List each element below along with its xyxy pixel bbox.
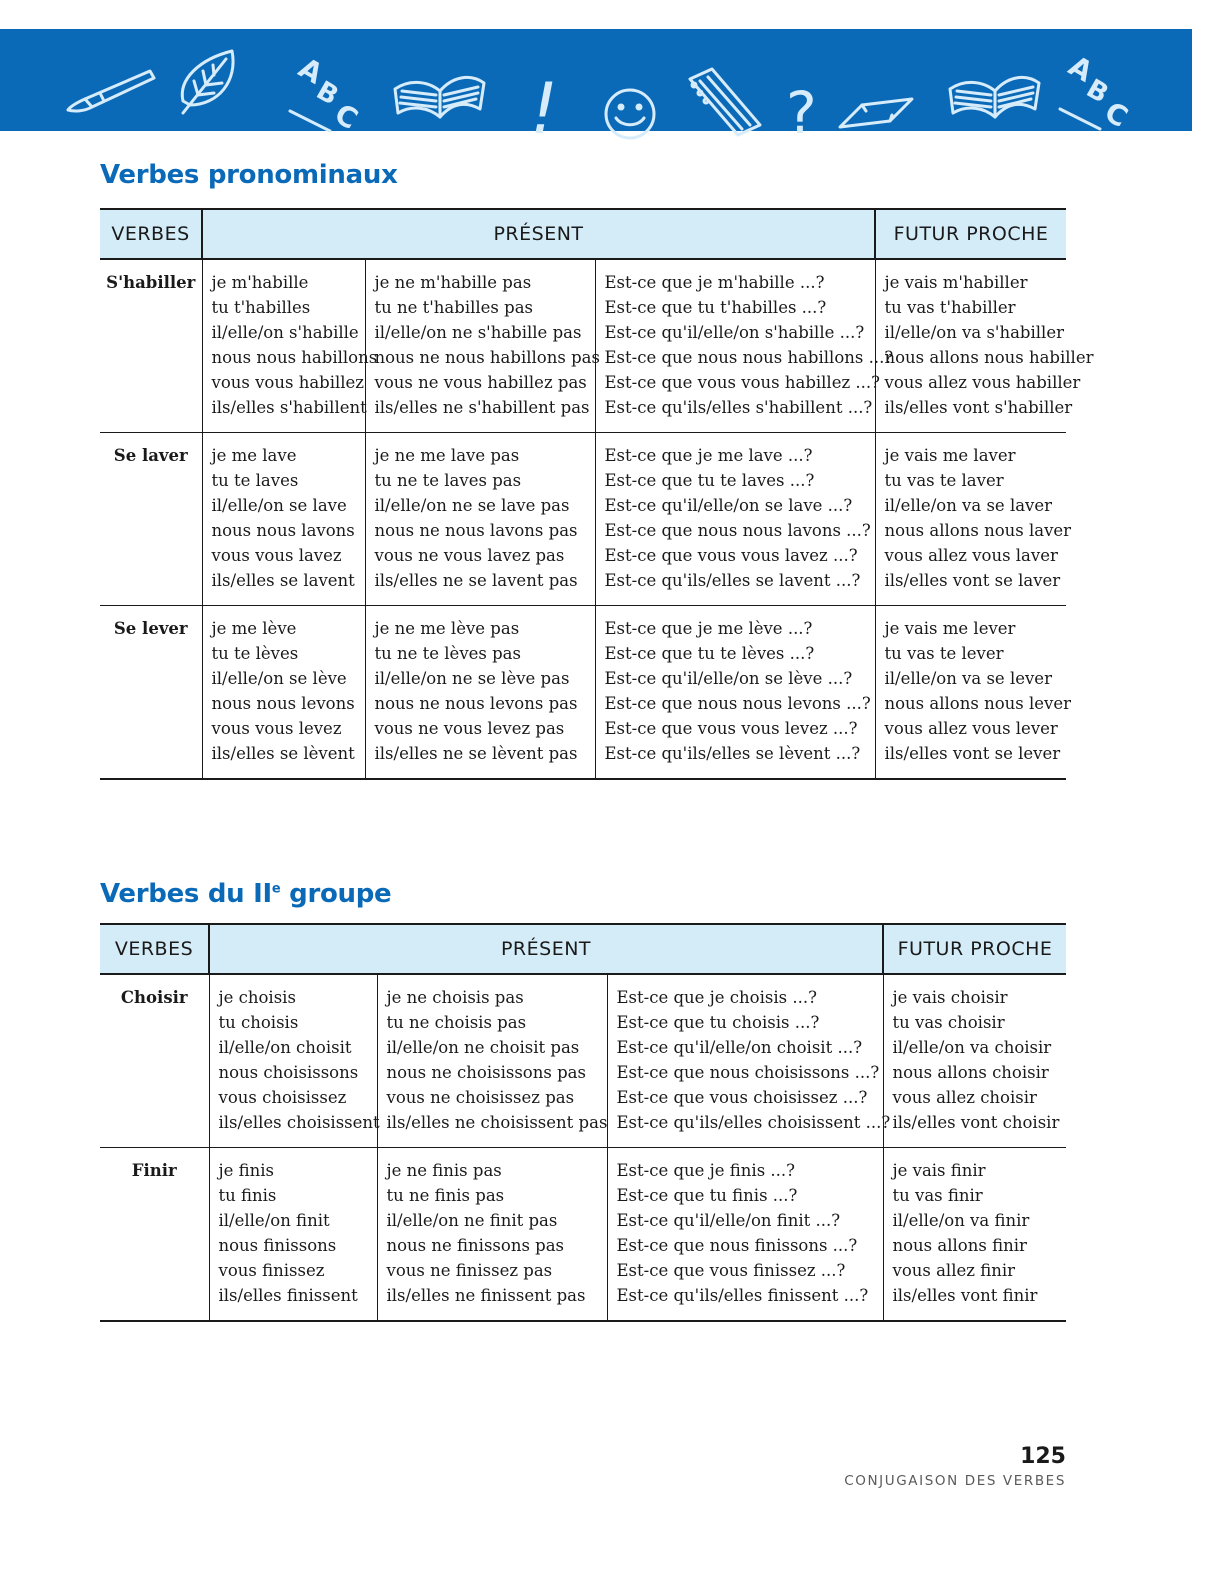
affirmative-cell	[202, 606, 365, 780]
conjugation-line: ils/elles se lavent	[211, 571, 355, 590]
conjugation-line: Est-ce que vous vous lavez ...?	[604, 546, 858, 565]
conjugation-line: nous ne nous levons pas	[374, 694, 578, 713]
conjugation-line: Est-ce que nous choisissons ...?	[616, 1063, 880, 1082]
conjugation-line: ils/elles vont choisir	[892, 1113, 1060, 1132]
conjugation-line: il/elle/on va finir	[892, 1211, 1030, 1230]
futur-cell	[883, 1148, 1066, 1322]
section-title-pronominaux: Verbes pronominaux	[100, 160, 398, 190]
conjugation-line: il/elle/on ne se lève pas	[374, 669, 570, 688]
header-banner	[0, 29, 1192, 150]
conjugation-line: Est-ce qu'il/elle/on finit ...?	[616, 1211, 841, 1230]
table-row	[100, 974, 1066, 1148]
conjugation-line: Est-ce qu'il/elle/on s'habille ...?	[604, 323, 865, 342]
conjugation-line: tu vas choisir	[892, 1013, 1005, 1032]
conjugation-line: il/elle/on va se laver	[884, 496, 1053, 515]
conjugation-line: vous ne vous habillez pas	[374, 373, 587, 392]
header-present: PRÉSENT	[202, 209, 875, 259]
conjugation-line: il/elle/on s'habille	[211, 323, 359, 342]
futur-cell	[875, 259, 1094, 433]
conjugation-line: ils/elles s'habillent	[211, 398, 367, 417]
header-present: PRÉSENT	[209, 924, 883, 974]
conjugation-line: je ne finis pas	[386, 1161, 502, 1180]
conjugation-line: Est-ce que tu finis ...?	[616, 1186, 798, 1205]
conjugation-line: tu t'habilles	[211, 298, 311, 317]
conjugation-line: tu ne te laves pas	[374, 471, 522, 490]
verb-name-cell: Se lever	[100, 606, 202, 780]
conjugation-line: vous ne finissez pas	[386, 1261, 553, 1280]
abc-icon	[293, 51, 363, 136]
conjugation-line: tu choisis	[218, 1013, 299, 1032]
conjugation-line: il/elle/on va s'habiller	[884, 323, 1064, 342]
conjugation-line: vous vous levez	[211, 719, 342, 738]
conjugation-line: Est-ce que tu te laves ...?	[604, 471, 815, 490]
interrogative-cell	[595, 259, 894, 433]
leaf-icon	[182, 51, 233, 113]
conjugation-line: nous ne nous lavons pas	[374, 521, 578, 540]
exclamation-mark: !	[530, 68, 559, 150]
conjugation-line: Est-ce que nous nous habillons ...?	[604, 348, 894, 367]
conjugation-line: nous allons nous lever	[884, 694, 1071, 713]
conjugation-line: Est-ce que vous finissez ...?	[616, 1261, 846, 1280]
conjugation-line: vous choisissez	[218, 1088, 347, 1107]
section-title-end: groupe	[280, 879, 392, 909]
abc-letter-b: B	[311, 75, 344, 112]
conjugation-line: nous ne finissons pas	[386, 1236, 565, 1255]
conjugation-line: Est-ce que je m'habille ...?	[604, 273, 825, 292]
negative-cell	[365, 606, 595, 780]
abc-letter-a: A	[293, 51, 329, 91]
chapter-footer: CONJUGAISON DES VERBES	[844, 1473, 1066, 1489]
table-row	[100, 606, 1066, 780]
conjugation-line: je finis	[218, 1161, 275, 1180]
conjugation-line: vous ne vous lavez pas	[374, 546, 565, 565]
conjugation-line: tu finis	[218, 1186, 277, 1205]
interrogative-cell	[607, 1148, 883, 1322]
verb-name-cell: Se laver	[100, 433, 202, 606]
conjugation-line: il/elle/on ne choisit pas	[386, 1038, 580, 1057]
negative-cell	[365, 259, 600, 433]
conjugation-line: ils/elles vont finir	[892, 1286, 1038, 1305]
conjugation-line: Est-ce qu'ils/elles s'habillent ...?	[604, 398, 873, 417]
conjugation-line: je choisis	[218, 988, 296, 1007]
conjugation-line: ils/elles ne se lavent pas	[374, 571, 578, 590]
conjugation-line: tu te lèves	[211, 644, 299, 663]
conjugation-line: nous nous lavons	[211, 521, 355, 540]
conjugation-line: tu ne t'habilles pas	[374, 298, 534, 317]
conjugation-line: tu te laves	[211, 471, 299, 490]
conjugation-line: tu ne finis pas	[386, 1186, 505, 1205]
conjugation-line: nous ne choisissons pas	[386, 1063, 586, 1082]
conjugation-line: Est-ce que nous nous lavons ...?	[604, 521, 871, 540]
open-book-icon	[395, 77, 484, 117]
futur-cell	[875, 433, 1072, 606]
paintbrush-icon	[68, 71, 154, 111]
conjugation-line: tu vas finir	[892, 1186, 983, 1205]
conjugation-line: je ne me lave pas	[374, 446, 520, 465]
abc-letter-b: B	[1081, 73, 1114, 110]
negative-cell	[377, 974, 607, 1148]
conjugation-line: je vais me laver	[884, 446, 1016, 465]
negative-cell	[365, 433, 595, 606]
abc-letter-c: C	[1099, 95, 1134, 135]
conjugation-line: Est-ce que vous vous habillez ...?	[604, 373, 880, 392]
verb-name-cell: Choisir	[120, 988, 188, 1007]
table-row	[100, 433, 1066, 606]
conjugation-line: nous allons finir	[892, 1236, 1027, 1255]
conjugation-line: vous ne choisissez pas	[386, 1088, 575, 1107]
interrogative-cell	[595, 433, 875, 606]
verb-name-cell: S'habiller	[106, 273, 196, 292]
conjugation-line: je vais m'habiller	[884, 273, 1028, 292]
conjugation-line: il/elle/on se lave	[211, 496, 347, 515]
conjugation-line: nous allons choisir	[892, 1063, 1049, 1082]
question-mark: ?	[786, 79, 817, 147]
header-futur-proche: FUTUR PROCHE	[875, 209, 1066, 259]
header-verbes: VERBES	[100, 209, 202, 259]
conjugation-line: tu vas te laver	[884, 471, 1004, 490]
conjugation-line: Est-ce que je me lève ...?	[604, 619, 813, 638]
conjugation-line: ils/elles ne s'habillent pas	[374, 398, 590, 417]
abc-letter-a: A	[1063, 49, 1099, 89]
conjugation-line: il/elle/on va se lever	[884, 669, 1052, 688]
page-number: 125	[1020, 1444, 1066, 1469]
conjugation-line: ils/elles se lèvent	[211, 744, 355, 763]
conjugation-line: je ne me lève pas	[374, 619, 520, 638]
header-verbes: VERBES	[100, 924, 209, 974]
abc-underline	[290, 111, 330, 131]
negative-cell	[377, 1148, 607, 1322]
conjugation-line: Est-ce que je choisis ...?	[616, 988, 817, 1007]
conjugation-line: je ne choisis pas	[386, 988, 524, 1007]
open-book-icon	[950, 77, 1039, 117]
conjugation-line: Est-ce que je finis ...?	[616, 1161, 795, 1180]
conjugation-line: vous allez vous lever	[884, 719, 1058, 738]
affirmative-cell	[209, 1148, 377, 1322]
conjugation-table-pronominaux	[100, 208, 1094, 780]
conjugation-line: tu ne choisis pas	[386, 1013, 527, 1032]
conjugation-line: Est-ce qu'ils/elles finissent ...?	[616, 1286, 869, 1305]
section-title-superscript: e	[271, 881, 281, 897]
conjugation-line: tu vas t'habiller	[884, 298, 1016, 317]
conjugation-line: Est-ce qu'ils/elles se lèvent ...?	[604, 744, 861, 763]
conjugation-line: il/elle/on finit	[218, 1211, 330, 1230]
exclamation-icon	[530, 68, 558, 150]
conjugation-line: ils/elles finissent	[218, 1286, 358, 1305]
conjugation-line: nous ne nous habillons pas	[374, 348, 600, 367]
conjugation-line: tu vas te lever	[884, 644, 1004, 663]
conjugation-line: vous allez choisir	[892, 1088, 1037, 1107]
futur-cell	[875, 606, 1071, 780]
interrogative-cell	[607, 974, 891, 1148]
table-row	[100, 259, 1066, 433]
conjugation-line: vous allez vous laver	[884, 546, 1058, 565]
conjugation-line: tu ne te lèves pas	[374, 644, 521, 663]
conjugation-line: ils/elles ne choisissent pas	[386, 1113, 608, 1132]
conjugation-line: vous finissez	[218, 1261, 325, 1280]
conjugation-line: Est-ce que tu t'habilles ...?	[604, 298, 827, 317]
conjugation-line: il/elle/on choisit	[218, 1038, 352, 1057]
question-mark-icon	[786, 79, 817, 147]
affirmative-cell	[202, 433, 365, 606]
conjugation-line: il/elle/on ne se lave pas	[374, 496, 570, 515]
conjugation-line: il/elle/on se lève	[211, 669, 347, 688]
conjugation-line: je vais me lever	[884, 619, 1016, 638]
abc-icon	[1063, 49, 1133, 134]
header-futur-proche: FUTUR PROCHE	[883, 924, 1066, 974]
conjugation-line: ils/elles vont se lever	[884, 744, 1061, 763]
conjugation-line: nous choisissons	[218, 1063, 359, 1082]
conjugation-line: vous vous habillez	[211, 373, 365, 392]
conjugation-line: Est-ce que nous finissons ...?	[616, 1236, 858, 1255]
interrogative-cell	[595, 606, 875, 780]
conjugation-line: ils/elles ne finissent pas	[386, 1286, 586, 1305]
conjugation-line: ils/elles vont s'habiller	[884, 398, 1073, 417]
conjugation-line: Est-ce qu'ils/elles choisissent ...?	[616, 1113, 891, 1132]
abc-underline	[1060, 109, 1100, 129]
conjugation-line: ils/elles choisissent	[218, 1113, 380, 1132]
conjugation-line: ils/elles vont se laver	[884, 571, 1061, 590]
conjugation-line: Est-ce qu'il/elle/on choisit ...?	[616, 1038, 863, 1057]
affirmative-cell	[202, 259, 378, 433]
conjugation-line: il/elle/on ne s'habille pas	[374, 323, 582, 342]
conjugation-line: ils/elles ne se lèvent pas	[374, 744, 578, 763]
conjugation-line: Est-ce qu'il/elle/on se lève ...?	[604, 669, 853, 688]
conjugation-line: il/elle/on va choisir	[892, 1038, 1052, 1057]
conjugation-line: il/elle/on ne finit pas	[386, 1211, 558, 1230]
section-title-main: Verbes du II	[100, 879, 272, 909]
notepad-icon	[690, 69, 760, 135]
conjugation-line: Est-ce que vous choisissez ...?	[616, 1088, 868, 1107]
section-title-deuxieme-groupe	[100, 879, 391, 909]
conjugation-line: Est-ce que tu te lèves ...?	[604, 644, 815, 663]
futur-cell	[883, 974, 1066, 1148]
conjugation-line: je vais choisir	[892, 988, 1008, 1007]
conjugation-line: nous finissons	[218, 1236, 337, 1255]
table-header-row	[100, 209, 1066, 259]
conjugation-line: je ne m'habille pas	[374, 273, 532, 292]
conjugation-line: Est-ce que nous nous levons ...?	[604, 694, 871, 713]
conjugation-line: vous allez finir	[892, 1261, 1015, 1280]
conjugation-line: vous vous lavez	[211, 546, 342, 565]
eraser-icon	[840, 99, 912, 127]
conjugation-line: je me lave	[211, 446, 297, 465]
conjugation-line: Est-ce qu'ils/elles se lavent ...?	[604, 571, 861, 590]
verb-name-cell: Finir	[100, 1148, 209, 1322]
conjugation-line: Est-ce qu'il/elle/on se lave ...?	[604, 496, 853, 515]
conjugation-line: Est-ce que tu choisis ...?	[616, 1013, 820, 1032]
table-header-row	[100, 924, 1066, 974]
conjugation-line: vous ne vous levez pas	[374, 719, 565, 738]
conjugation-line: nous nous habillons	[211, 348, 378, 367]
conjugation-line: je me lève	[211, 619, 297, 638]
conjugation-table-deuxieme-groupe	[100, 923, 1066, 1322]
abc-letter-c: C	[329, 97, 364, 137]
conjugation-line: nous nous levons	[211, 694, 355, 713]
affirmative-cell	[209, 974, 380, 1148]
conjugation-line: nous allons nous laver	[884, 521, 1072, 540]
conjugation-line: Est-ce que je me lave ...?	[604, 446, 813, 465]
conjugation-line: je m'habille	[211, 273, 309, 292]
conjugation-line: je vais finir	[892, 1161, 986, 1180]
table-row	[100, 1148, 1066, 1322]
conjugation-line: Est-ce que vous vous levez ...?	[604, 719, 858, 738]
smiley-icon	[606, 90, 654, 138]
conjugation-line: vous allez vous habiller	[884, 373, 1081, 392]
conjugation-line: nous allons nous habiller	[884, 348, 1094, 367]
